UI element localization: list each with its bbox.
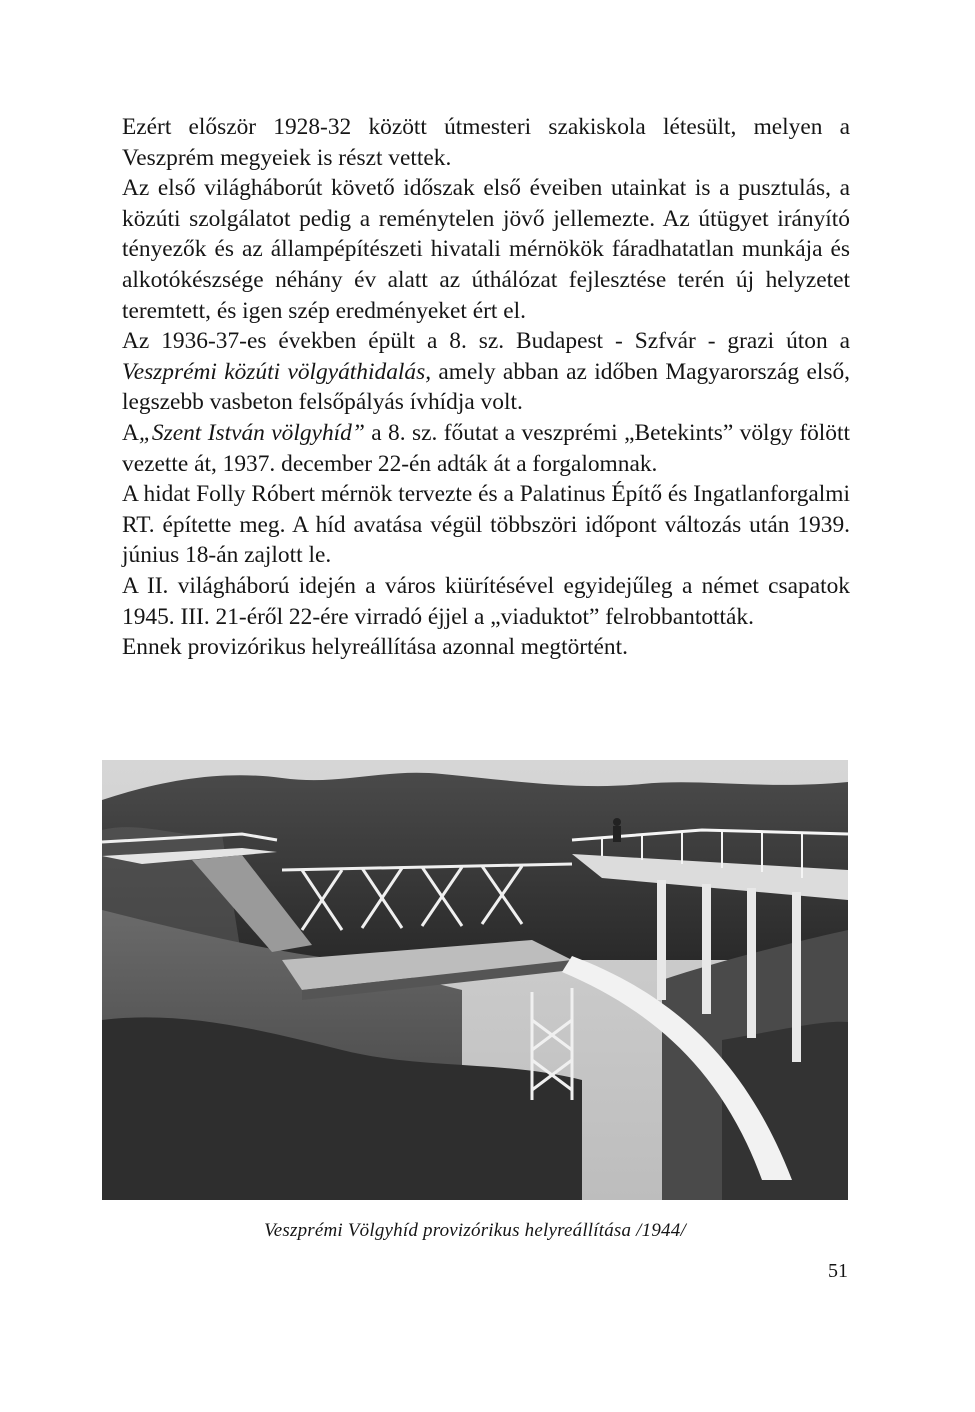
worker-figure [613,818,621,842]
text-run: A II. világháború idején a város kiürítésével egyidejűleg a német csapatok 1945. III. 21-éről 22-ére virradó éjjel a „viaduktot” felrobbantották. [122,572,850,630]
text-run: Ennek provizórikus helyreállítása azonnal megtörtént. [122,634,628,661]
text-run: Az első világháborút követő időszak első éveiben utainkat is a pusztulás, a közúti szolgálatot pedig a reménytelen jövő jellemezte. Az útügyet irányító tényezők és az állampépítészeti hivatali mérnökök fáradhatatlan munkája és alkotókészsége néhány év alatt az úthálózat fejlesztése terén új helyzetet teremtett, és igen szép eredményeket ért el. [122,175,850,324]
photo-caption: Veszprémi Völgyhíd provizórikus helyreállítása /1944/ [264,1220,686,1241]
paragraph [122,326,850,418]
text-run: A hidat Folly Róbert mérnök tervezte és a Palatinus Építő és Ingatlanforgalmi RT. építette meg. A híd avatása végül többszöri időpont változás után 1939. június 18-án zajlott le. [122,481,850,569]
body-text [122,112,850,663]
bridge-photograph [102,760,848,1200]
italic-phrase: Veszprémi közúti völgyáthidalás, [122,358,432,385]
italic-phrase: „Szent István völgyhíd” [138,419,365,446]
page-number: 51 [828,1260,848,1282]
paragraph [122,632,850,663]
text-run: amely abban az időben Magyarország első, legszebb vasbeton felsőpályás ívhídja volt. [122,358,851,416]
text-run: Ezért először 1928-32 között útmesteri szakiskola létesült, melyen a Veszprém megyeiek is részt vettek. [122,114,850,171]
paragraph [122,112,850,173]
text-run: a 8. sz. főutat a veszprémi „Betekints” völgy fölött vezette át, 1937. december 22-én adták át a forgalomnak. [122,419,850,477]
paragraph [122,418,850,479]
text-run: Az 1936-37-es években épült a 8. sz. Budapest - Szfvár - grazi úton a [122,328,850,355]
paragraph [122,571,850,632]
text-run: A [122,419,139,446]
paragraph [122,173,850,326]
paragraph [122,479,850,571]
